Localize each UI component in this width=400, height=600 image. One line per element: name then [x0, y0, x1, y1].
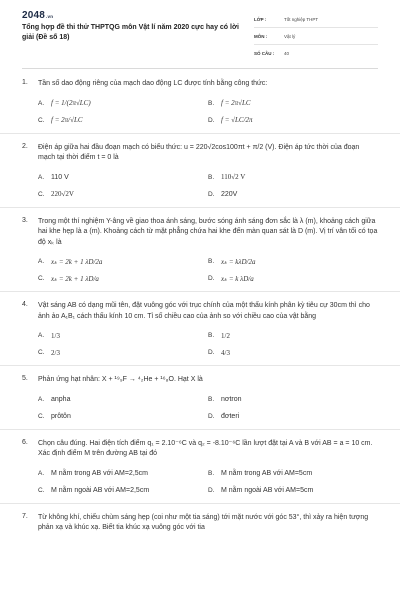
question-number: 4. [22, 301, 28, 308]
meta-class-value: Tốt nghiệp THPT [284, 17, 319, 22]
option-letter: D. [208, 349, 215, 356]
option-text: M nằm trong AB với AM=2,5cm [51, 469, 148, 477]
option-letter: A. [38, 395, 45, 403]
option-text: nơtron [221, 395, 242, 403]
option-letter: A. [38, 332, 45, 339]
option-text: 2/3 [51, 348, 60, 357]
question-number: 1. [22, 79, 28, 86]
question-number: 3. [22, 216, 28, 224]
question-text: Điện áp giữa hai đầu đoạn mạch có biểu thức: u = 220√2cos100πt + π/2 (V). Điện áp tức thời của đoạn mạch tại thời điểm t = 0 là [38, 143, 360, 161]
option-letter: A. [38, 173, 45, 181]
logo-suffix-text: .vn [46, 14, 54, 19]
option-b[interactable] [208, 169, 378, 186]
option-text: xₖ = 2k + 1 λD/2a [51, 257, 103, 266]
question-3 [0, 208, 400, 293]
option-text: M nằm trong AB với AM=5cm [221, 469, 313, 477]
option-b[interactable] [208, 327, 378, 344]
meta-count-label: SỐ CÂU : [254, 51, 275, 56]
option-letter: C. [38, 486, 45, 494]
option-a[interactable] [38, 327, 208, 344]
option-d[interactable] [208, 482, 378, 499]
question-text: Phản ứng hạt nhân: X + ¹⁹₉F → ⁴₂He + ¹⁶₈O. Hạt X là [38, 376, 203, 383]
option-b[interactable] [208, 95, 378, 112]
option-text: f = 1/(2π√LC) [51, 99, 91, 107]
option-letter: C. [38, 190, 45, 198]
option-b[interactable] [208, 253, 378, 270]
option-letter: D. [208, 412, 215, 420]
option-text: 220V [221, 190, 238, 198]
option-b[interactable] [208, 391, 378, 408]
option-letter: B. [208, 469, 215, 477]
option-a[interactable] [38, 95, 208, 112]
option-d[interactable] [208, 270, 378, 287]
question-7 [0, 504, 400, 538]
option-text: f = 2π/√LC [51, 116, 83, 124]
meta-subject-row [254, 31, 378, 45]
answer-options [38, 391, 378, 425]
question-list [0, 70, 400, 538]
option-text: 1/3 [51, 331, 60, 340]
option-text: 110√2 V [221, 173, 246, 181]
option-letter: B. [208, 173, 215, 181]
option-letter: C. [38, 349, 45, 356]
answer-options [38, 253, 378, 287]
question-text: Tần số dao động riêng của mạch dao động LC được tính bằng công thức: [38, 80, 268, 87]
meta-subject-value: Vật lý [284, 34, 296, 39]
option-letter: A. [38, 258, 45, 265]
option-text: prôtôn [51, 412, 71, 420]
question-number: 6. [22, 438, 28, 446]
meta-subject-label: MÔN : [254, 34, 268, 39]
answer-options [38, 327, 378, 361]
option-d[interactable] [208, 408, 378, 425]
option-text: đơteri [221, 412, 240, 420]
question-text: Vật sáng AB có dạng mũi tên, đặt vuông góc với trục chính của một thấu kính phân kỳ tiêu cự 30cm thì cho ảnh ảo A₁B₁ cách thấu kính 10 cm. Tỉ số chiều cao của ảnh so với chiều cao của vật bằng [38, 302, 370, 320]
question-2 [0, 134, 400, 208]
option-letter: D. [208, 275, 215, 282]
option-a[interactable] [38, 465, 208, 482]
option-letter: C. [38, 275, 45, 282]
option-letter: D. [208, 190, 215, 198]
option-text: 1/2 [221, 331, 230, 340]
meta-class-label: LỚP : [254, 17, 267, 22]
meta-class-row [254, 14, 378, 28]
option-letter: A. [38, 469, 45, 477]
option-b[interactable] [208, 465, 378, 482]
question-5 [0, 366, 400, 430]
option-letter: D. [208, 486, 215, 494]
option-text: f = 2π√LC [221, 99, 251, 107]
option-c[interactable] [38, 270, 208, 287]
answer-options [38, 465, 378, 499]
option-letter: B. [208, 258, 215, 265]
option-text: 220√2V [51, 190, 74, 198]
question-text: Trong một thí nghiệm Y-âng về giao thoa ánh sáng, bước sóng ánh sáng đơn sắc là λ (m), khoảng cách giữa hai khe hẹp là a (m). Khoảng cách từ mặt phẳng chứa hai khe đến màn quan sát là D (m). Vị trí vân tối có tọa độ xₖ là [38, 217, 378, 246]
site-logo[interactable] [22, 10, 53, 21]
option-text: 110 V [51, 173, 69, 181]
question-number: 5. [22, 375, 28, 382]
logo-main-text: 2048 [22, 10, 46, 21]
document-meta [254, 14, 378, 65]
option-text: M nằm ngoài AB với AM=5cm [221, 486, 314, 494]
question-6 [0, 430, 400, 504]
option-text: anpha [51, 395, 71, 403]
option-text: 4/3 [221, 348, 230, 357]
option-text: xₖ = kλD/2a [221, 257, 256, 266]
question-text: Từ không khí, chiếu chùm sáng hẹp (coi như một tia sáng) tới mặt nước với góc 53°, thì xảy ra hiện tượng phản xạ và khúc xạ. Biết tia khúc xạ vuông góc với tia [38, 513, 369, 531]
answer-options [38, 95, 378, 129]
option-c[interactable] [38, 112, 208, 129]
option-letter: D. [208, 116, 215, 124]
option-text: xₖ = k λD/a [221, 274, 254, 283]
option-letter: B. [208, 99, 215, 107]
option-c[interactable] [38, 186, 208, 203]
question-1 [0, 70, 400, 134]
option-letter: A. [38, 99, 45, 107]
option-letter: C. [38, 116, 45, 124]
option-d[interactable] [208, 344, 378, 361]
option-a[interactable] [38, 391, 208, 408]
option-c[interactable] [38, 344, 208, 361]
option-letter: B. [208, 395, 215, 403]
question-number: 7. [22, 512, 28, 520]
option-text: M nằm ngoài AB với AM=2,5cm [51, 486, 150, 494]
option-d[interactable] [208, 112, 378, 129]
question-number: 2. [22, 142, 28, 150]
option-d[interactable] [208, 186, 378, 203]
option-text: f = √LC/2π [221, 116, 253, 124]
question-4 [0, 292, 400, 366]
option-text: xₖ = 2k + 1 λD/a [51, 274, 99, 283]
option-letter: B. [208, 332, 215, 339]
option-a[interactable] [38, 253, 208, 270]
option-a[interactable] [38, 169, 208, 186]
option-c[interactable] [38, 482, 208, 499]
option-c[interactable] [38, 408, 208, 425]
option-letter: C. [38, 412, 45, 420]
header-divider [22, 68, 378, 69]
meta-count-value: 40 [284, 51, 290, 56]
meta-count-row [254, 48, 378, 62]
question-text: Chọn câu đúng. Hai điện tích điểm q₁ = 2.10⁻⁶C và q₂ = -8.10⁻⁶C lần lượt đặt tại A và B với AB = a = 10 cm. Xác định điểm M trên đường AB tại đó [38, 439, 373, 457]
document-title: Tổng hợp đề thi thử THPTQG môn Vật lí năm 2020 cực hay có lời giải (Đề số 18) [22, 24, 239, 41]
document-header [0, 0, 400, 66]
answer-options [38, 169, 378, 203]
